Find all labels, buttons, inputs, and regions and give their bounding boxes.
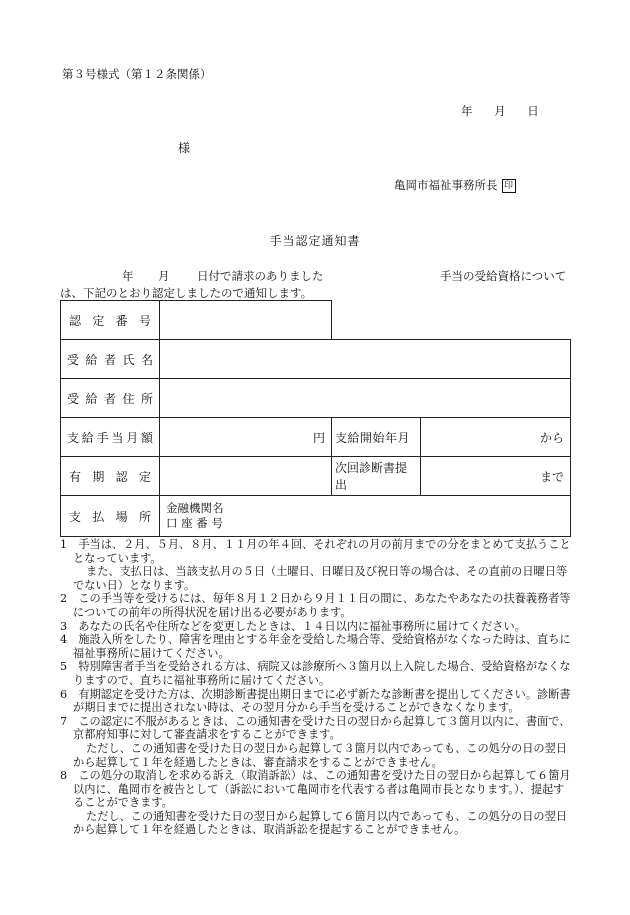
label-char: 受	[67, 352, 80, 367]
next-diagnosis-label: 次回診断書提出	[332, 457, 421, 496]
intro-day-text: 日付で請求のありました	[197, 269, 324, 283]
note-number: 5	[60, 660, 79, 674]
label-char: 有	[69, 469, 82, 484]
row-period	[61, 457, 571, 496]
label-char: 払	[92, 509, 105, 524]
label-char: 所	[138, 509, 151, 524]
note-text	[60, 538, 574, 565]
intro-year: 年	[122, 269, 134, 283]
note-line: 特別障害者手当を受給される方は、病院又は診療所へ３箇月以上入院した場合、受給資格がなくなりますので、直ちに福祉事務所に届けてください。	[73, 660, 571, 687]
note-text	[60, 769, 574, 810]
label-char: 者	[103, 352, 116, 367]
note-number: 3	[60, 619, 79, 633]
monthly-amount-value	[160, 418, 332, 457]
payment-start-label: 支給開始年月	[332, 418, 421, 457]
note-line: この認定に不服があるときは、この通知書を受けた日の翌日から起算して３箇月以内に、書面で、京都府知事に対して審査請求をすることができます。	[73, 714, 571, 742]
note-continuation: ただし、この通知書を受けた日の翌日から起算して３箇月以内であっても、この処分の日の翌日から起算して１年を経過したときは、審査請求をすることができません。	[73, 741, 567, 769]
empty-cell	[332, 301, 571, 340]
recipient-name-value	[160, 340, 571, 379]
recipient-address-value	[160, 379, 571, 418]
until-text: まで	[539, 469, 564, 484]
label-char: 場	[115, 509, 128, 524]
label-char: 受	[67, 391, 80, 406]
cert-number-label	[61, 301, 160, 340]
note-number: 1	[60, 538, 79, 551]
row-recipient-address	[61, 379, 571, 418]
note-text	[60, 620, 574, 634]
note-continuation: また、支払日は、当該支払月の５日（土曜日、日曜日及び祝日等の場合は、その直前の日曜日等でない日）となります。	[73, 565, 568, 592]
note-line: あなたの氏名や住所などを変更したときは、１４日以内に福祉事務所に届けてください。	[78, 619, 526, 633]
certification-table	[60, 300, 571, 537]
label-char: 名	[140, 352, 153, 367]
yen-unit: 円	[312, 430, 325, 445]
recipient-name-label	[61, 340, 160, 379]
monthly-amount-label	[61, 418, 160, 457]
note-line: この処分の取消しを求める訴え（取消訴訟）は、この通知書を受けた日の翌日から起算して６箇月以内に、亀岡市を被告として（訴訟において亀岡市を代表する者は亀岡市長となります。）、提起することができます。	[73, 769, 571, 810]
label-char: 支	[69, 509, 82, 524]
note-line: この手当等を受けるには、毎年８月１２日から９月１１日の間に、あなたやあなたの扶養義務者等についての前年の所得状況を届け出る必要があります。	[73, 592, 571, 619]
sender-name: 亀岡市福祉事務所長	[394, 178, 498, 192]
addressee-suffix: 様	[178, 141, 191, 155]
row-cert-number	[61, 301, 571, 340]
from-text: から	[539, 430, 564, 445]
note-number: 4	[60, 633, 79, 647]
note-number: 7	[60, 714, 79, 728]
label-char: 給	[85, 352, 98, 367]
note-text	[60, 660, 574, 687]
note-text	[60, 633, 574, 660]
payment-start-value	[421, 418, 571, 457]
note-number: 6	[60, 687, 79, 701]
note-item	[60, 688, 574, 715]
row-monthly-amount	[61, 418, 571, 457]
note-text	[60, 592, 574, 619]
label-char: 月	[126, 430, 139, 445]
document-title: 手当認定通知書	[269, 234, 361, 248]
label-char: 給	[81, 430, 94, 445]
row-recipient-name	[61, 340, 571, 379]
label-char: 期	[92, 469, 105, 484]
payment-place-value	[160, 496, 571, 537]
label-char: 認	[115, 469, 128, 484]
bank-name-label: 金融機関名	[166, 501, 224, 515]
note-item	[60, 538, 574, 592]
payment-place-label	[61, 496, 160, 537]
label-char: 手	[96, 430, 109, 445]
label-char: 当	[111, 430, 124, 445]
note-text	[60, 688, 574, 715]
note-item	[60, 592, 574, 619]
note-number: 2	[60, 592, 79, 606]
row-payment-place	[61, 496, 571, 537]
label-char: 番	[115, 313, 128, 328]
note-line: 手当は、２月、５月、８月、１１月の年４回、それぞれの月の前月までの分をまとめて支払うこととなっています。	[73, 538, 571, 565]
label-char: 者	[103, 391, 116, 406]
label-char: 氏	[122, 352, 135, 367]
period-value	[160, 457, 332, 496]
recipient-address-label	[61, 379, 160, 418]
note-item	[60, 633, 574, 660]
label-char: 定	[92, 313, 105, 328]
intro-month: 月	[158, 269, 170, 283]
label-char: 額	[140, 430, 153, 445]
period-label	[61, 457, 160, 496]
next-diagnosis-value	[421, 457, 571, 496]
label-char: 号	[138, 313, 151, 328]
note-item	[60, 715, 574, 769]
note-line: 施設入所をしたり、障害を理由とする年金を受給した場合等、受給資格がなくなった時は、直ちに福祉事務所に届けてください。	[73, 633, 571, 660]
date-line: 年 月 日	[461, 104, 539, 118]
note-continuation: ただし、この通知書を受けた日の翌日から起算して６箇月以内であっても、この処分の日の翌日から起算して１年を経過したときは、取消訴訟を提起することができません。	[73, 809, 567, 837]
intro-line-2: は、下記のとおり認定しましたので通知します。	[60, 286, 313, 300]
sender	[394, 177, 516, 193]
note-text	[60, 715, 574, 742]
label-char: 給	[85, 391, 98, 406]
label-char: 所	[140, 391, 153, 406]
label-char: 住	[122, 391, 135, 406]
note-item	[60, 660, 574, 687]
label-char: 定	[138, 469, 151, 484]
intro-allowance-text: 手当の受給資格について	[440, 269, 567, 283]
account-number-label: 口 座 番 号	[166, 516, 223, 530]
form-number: 第３号様式（第１２条関係）	[62, 67, 212, 81]
note-item	[60, 620, 574, 634]
label-char: 支	[67, 430, 80, 445]
seal-mark: 印	[502, 179, 516, 193]
label-char: 認	[69, 313, 82, 328]
notes-section	[60, 538, 574, 837]
note-line: 有期認定を受けた方は、次期診断書提出期日までに必ず新たな診断書を提出してください。診断書が期日までに提出されない時は、その翌月分から手当を受けることができなくなります。	[73, 687, 571, 715]
note-item	[60, 769, 574, 837]
cert-number-value	[160, 301, 332, 340]
note-number: 8	[60, 769, 79, 783]
